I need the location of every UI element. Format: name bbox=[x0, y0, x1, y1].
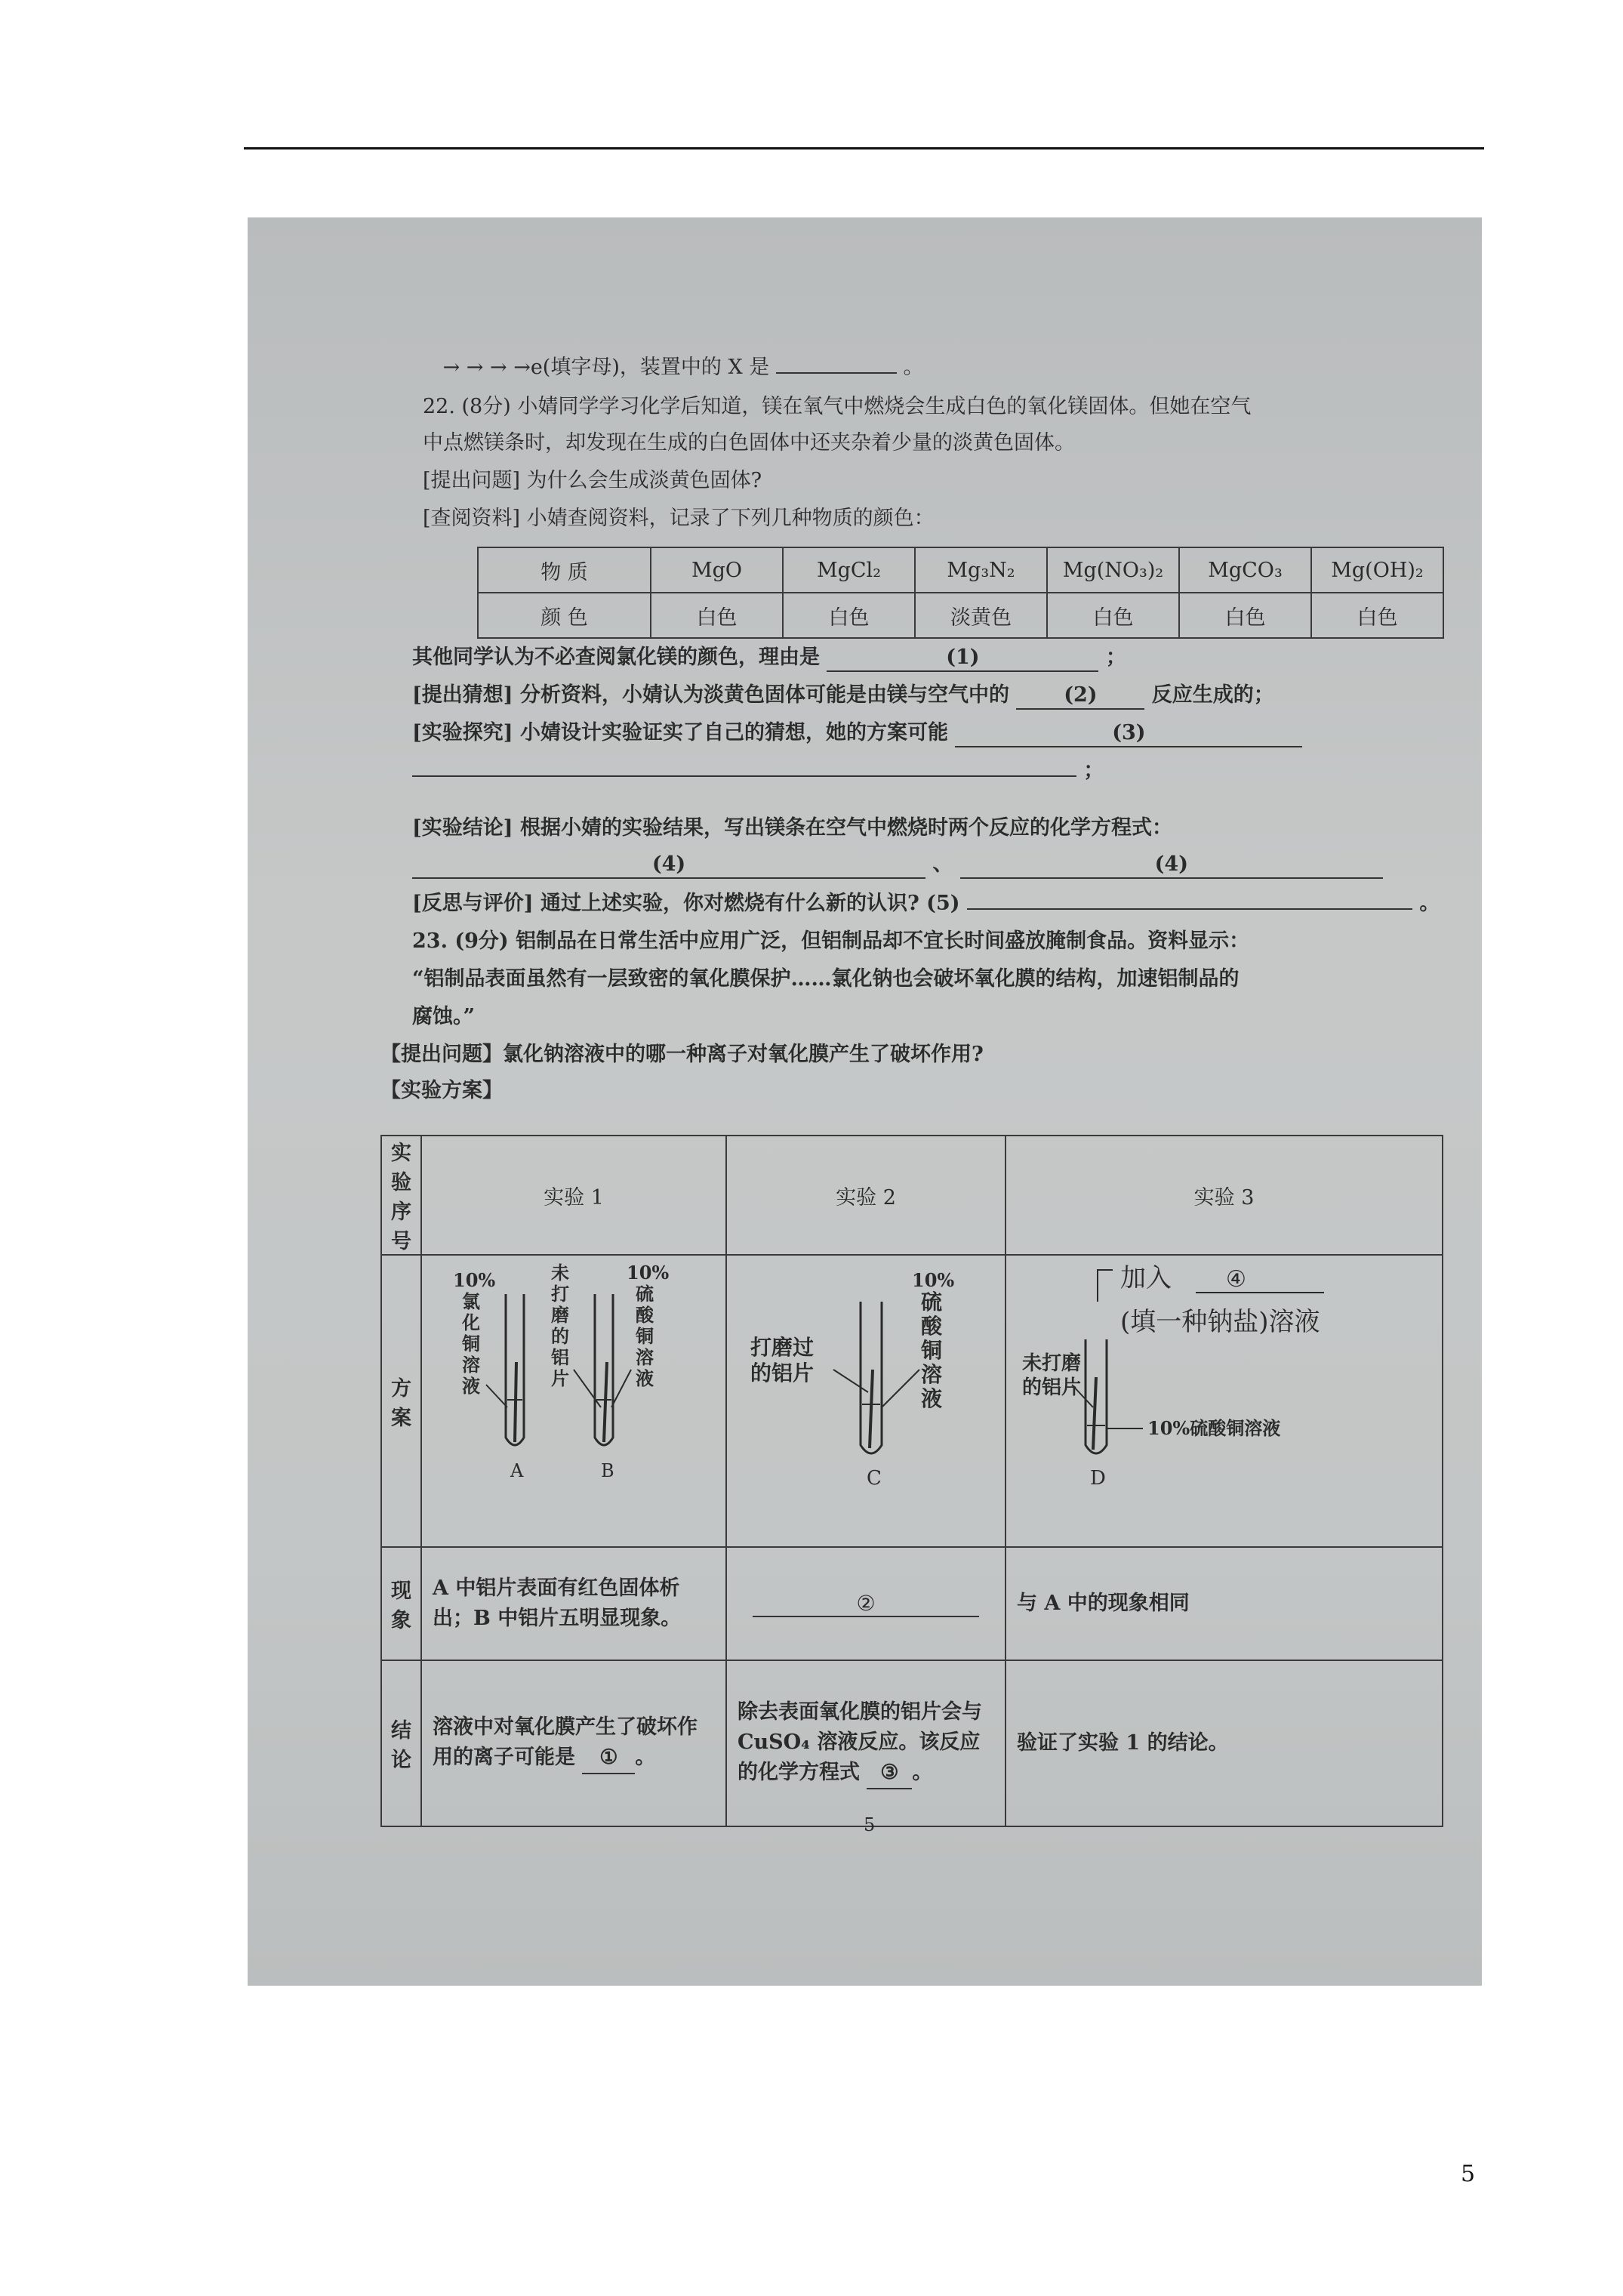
q22-line-3: [提出问题] 为什么会生成淡黄色固体? bbox=[423, 469, 762, 492]
exp-header-row bbox=[381, 1136, 1443, 1255]
answer-blank-3[interactable]: (3) bbox=[955, 720, 1302, 747]
q22-line-10: (4) 、 (4) bbox=[412, 852, 1383, 879]
exp3-label-left: 未打磨 bbox=[1022, 1352, 1082, 1375]
q23-line-1: 23. (9分) 铝制品在日常生活中应用广泛，但铝制品却不宜长时间盛放腌制食品。资料显示： bbox=[412, 929, 1250, 953]
exp-scheme-row bbox=[381, 1255, 1443, 1547]
exp1-label-mid: 未 bbox=[551, 1262, 569, 1284]
exp1-label-a: 10% bbox=[453, 1269, 496, 1291]
scan-page-number: 5 bbox=[864, 1814, 876, 1835]
exp-phenomenon-row bbox=[381, 1547, 1443, 1660]
svg-text:化: 化 bbox=[462, 1311, 480, 1333]
color-table-cell: 白色 bbox=[1179, 593, 1311, 638]
q22-line-1: 22. (8分) 小婧同学学习化学后知道，镁在氧气中燃烧会生成白色的氧化镁固体。但她在空气 bbox=[423, 395, 1252, 418]
exp1-conclusion: 溶液中对氧化膜产生了破坏作用的离子可能是 ① 。 bbox=[421, 1660, 726, 1826]
exp3-diagram bbox=[1007, 1256, 1441, 1540]
exp1-label-b: 10% bbox=[627, 1262, 670, 1284]
color-table-row bbox=[478, 593, 1443, 638]
q23-line-5: 【实验方案】 bbox=[380, 1079, 503, 1102]
header-rule bbox=[244, 147, 1484, 149]
color-table-cell: MgO bbox=[651, 547, 783, 593]
svg-text:铝: 铝 bbox=[551, 1346, 569, 1368]
q22-line-4: [查阅资料] 小婧查阅资料，记录了下列几种物质的颜色： bbox=[423, 507, 935, 530]
color-table-cell: 白色 bbox=[783, 593, 915, 638]
q23-line-4: 【提出问题】氯化钠溶液中的哪一种离子对氧化膜产生了破坏作用? bbox=[380, 1043, 984, 1066]
color-table-cell: 白色 bbox=[651, 593, 783, 638]
svg-text:溶: 溶 bbox=[921, 1362, 943, 1387]
q22-line-5: 其他同学认为不必查阅氯化镁的颜色，理由是 (1) ； bbox=[412, 645, 1126, 672]
q22-line-11: [反思与评价] 通过上述实验，你对燃烧有什么新的认识? (5) 。 bbox=[412, 892, 1440, 915]
page-number: 5 bbox=[1461, 2161, 1476, 2187]
exp2-label-right: 10% bbox=[912, 1269, 955, 1291]
svg-text:片: 片 bbox=[551, 1367, 569, 1389]
color-table-header-row bbox=[478, 547, 1443, 593]
conclusion-label: 结论 bbox=[381, 1660, 421, 1826]
tube-d-label: D bbox=[1090, 1467, 1106, 1490]
svg-text:溶: 溶 bbox=[636, 1346, 654, 1368]
tube-c-label: C bbox=[867, 1467, 882, 1490]
svg-text:磨: 磨 bbox=[551, 1304, 569, 1326]
svg-text:液: 液 bbox=[636, 1367, 654, 1389]
exp1-scheme-cell bbox=[421, 1255, 726, 1547]
svg-text:溶: 溶 bbox=[462, 1354, 480, 1376]
answer-blank-5[interactable] bbox=[967, 908, 1412, 910]
answer-blank-4b[interactable]: (4) bbox=[960, 852, 1383, 879]
svg-text:铜: 铜 bbox=[636, 1325, 654, 1347]
exp3-add-label: 加入 bbox=[1120, 1263, 1172, 1293]
exp-corner-cell: 实验 序号 bbox=[381, 1136, 421, 1255]
exp3-add-note: (填一种钠盐)溶液 bbox=[1120, 1307, 1320, 1337]
svg-text:的铝片: 的铝片 bbox=[750, 1361, 815, 1385]
exp3-header: 实验 3 bbox=[1006, 1136, 1443, 1255]
exp3-conclusion: 验证了实验 1 的结论。 bbox=[1006, 1660, 1443, 1826]
exp3-label-solution: 10%硫酸铜溶液 bbox=[1147, 1417, 1281, 1439]
color-table-cell: 物 质 bbox=[478, 547, 651, 593]
svg-text:液: 液 bbox=[462, 1375, 480, 1397]
tube-b-label: B bbox=[601, 1460, 614, 1481]
exp2-label-left: 打磨过 bbox=[750, 1335, 815, 1360]
q23-line-2: “铝制品表面虽然有一层致密的氧化膜保护……氯化钠也会破坏氧化膜的结构，加速铝制品的 bbox=[412, 967, 1240, 991]
color-table-cell: Mg(OH)₂ bbox=[1311, 547, 1443, 593]
svg-text:铜: 铜 bbox=[921, 1338, 943, 1363]
answer-blank-2-circle[interactable]: ② bbox=[753, 1591, 979, 1617]
q22-line-8: ； bbox=[412, 758, 1104, 784]
blank-x bbox=[776, 372, 897, 374]
q22-line-2: 中点燃镁条时，却发现在生成的白色固体中还夹杂着少量的淡黄色固体。 bbox=[423, 431, 1075, 455]
q22-line-7: [实验探究] 小婧设计实验证实了自己的猜想，她的方案可能 (3) bbox=[412, 720, 1302, 747]
aluminum-strip-a bbox=[515, 1362, 516, 1442]
color-table-cell: Mg₃N₂ bbox=[915, 547, 1047, 593]
svg-text:的: 的 bbox=[551, 1325, 569, 1347]
exp1-diagram bbox=[423, 1256, 725, 1540]
color-table bbox=[477, 547, 1444, 639]
exp3-add-mark: ④ bbox=[1226, 1266, 1246, 1293]
color-table-cell: MgCl₂ bbox=[783, 547, 915, 593]
aluminum-strip-d bbox=[1093, 1377, 1096, 1450]
svg-text:铜: 铜 bbox=[462, 1333, 480, 1354]
exp3-pour-arrow bbox=[1098, 1270, 1113, 1302]
color-table-cell: 白色 bbox=[1047, 593, 1179, 638]
svg-text:打: 打 bbox=[551, 1283, 569, 1305]
svg-text:液: 液 bbox=[921, 1386, 943, 1411]
color-table-cell: Mg(NO₃)₂ bbox=[1047, 547, 1179, 593]
exp2-scheme-cell bbox=[726, 1255, 1006, 1547]
color-table-cell: MgCO₃ bbox=[1179, 547, 1311, 593]
answer-blank-4a[interactable]: (4) bbox=[412, 852, 925, 879]
answer-blank-1[interactable]: (1) bbox=[827, 645, 1098, 672]
line-0: → → → →e(填字母)，装置中的 X 是 。 bbox=[442, 356, 924, 379]
color-table-cell: 白色 bbox=[1311, 593, 1443, 638]
answer-blank-3b[interactable] bbox=[412, 775, 1076, 777]
svg-text:的铝片: 的铝片 bbox=[1022, 1376, 1082, 1399]
svg-text:酸: 酸 bbox=[636, 1304, 654, 1326]
answer-blank-1-circle[interactable]: ① bbox=[582, 1743, 635, 1774]
exp1-phenomenon: A 中铝片表面有红色固体析出；B 中铝片五明显现象。 bbox=[421, 1547, 726, 1660]
svg-text:硫: 硫 bbox=[921, 1290, 943, 1314]
exp2-diagram bbox=[728, 1256, 1004, 1540]
q23-line-3: 腐蚀。” bbox=[412, 1005, 476, 1028]
q22-line-9: [实验结论] 根据小婧的实验结果，写出镁条在空气中燃烧时两个反应的化学方程式： bbox=[412, 816, 1172, 840]
exp2-conclusion: 除去表面氧化膜的铝片会与 CuSO₄ 溶液反应。该反应的化学方程式 ③ 。 bbox=[726, 1660, 1006, 1826]
exp2-header: 实验 2 bbox=[726, 1136, 1006, 1255]
exp1-header: 实验 1 bbox=[421, 1136, 726, 1255]
scheme-label: 方案 bbox=[381, 1255, 421, 1547]
svg-text:氯: 氯 bbox=[462, 1290, 480, 1312]
scanned-photo bbox=[248, 217, 1482, 1986]
phenomenon-label: 现象 bbox=[381, 1547, 421, 1660]
answer-blank-2[interactable]: (2) bbox=[1016, 683, 1144, 710]
svg-text:酸: 酸 bbox=[921, 1314, 943, 1339]
tube-a-label: A bbox=[510, 1460, 524, 1481]
color-table-cell: 淡黄色 bbox=[915, 593, 1047, 638]
exp3-scheme-cell bbox=[1006, 1255, 1443, 1547]
color-table-cell: 颜 色 bbox=[478, 593, 651, 638]
exp2-phenomenon bbox=[726, 1547, 1006, 1660]
svg-text:硫: 硫 bbox=[636, 1283, 654, 1305]
experiment-table bbox=[380, 1135, 1443, 1827]
aluminum-strip-c bbox=[870, 1370, 873, 1448]
exp-conclusion-row bbox=[381, 1660, 1443, 1826]
aluminum-strip-b bbox=[604, 1362, 607, 1442]
q22-line-6: [提出猜想] 分析资料，小婧认为淡黄色固体可能是由镁与空气中的 (2) 反应生成的； bbox=[412, 683, 1274, 710]
answer-blank-3-circle[interactable]: ③ bbox=[867, 1758, 912, 1789]
exp3-phenomenon: 与 A 中的现象相同 bbox=[1006, 1547, 1443, 1660]
